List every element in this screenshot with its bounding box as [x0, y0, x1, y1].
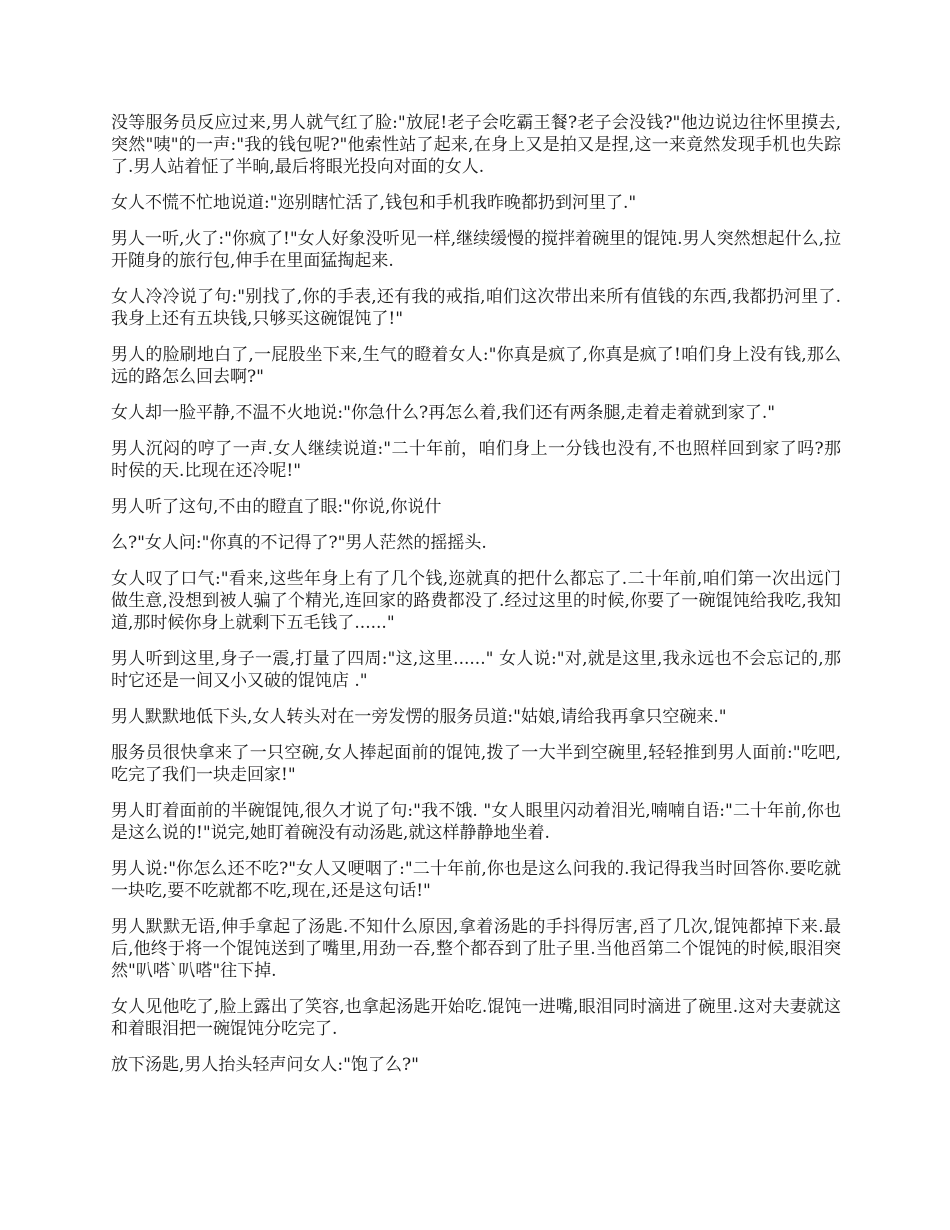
paragraph-11: 男人听到这里,身子一震,打量了四周:"这,这里......" 女人说:"对,就是这里,我永远也不会忘记的,那时它还是一间又小又破的馄饨店 ."	[111, 649, 841, 691]
paragraph-4: 女人冷冷说了句:"别找了,你的手表,还有我的戒指,咱们这次带出来所有值钱的东西,我都扔河里了.我身上还有五块钱,只够买这碗馄饨了!"	[111, 287, 841, 329]
paragraph-6: 女人却一脸平静,不温不火地说:"你急什么?再怎么着,我们还有两条腿,走着走着就到家了."	[111, 403, 776, 423]
paragraph-7: 男人沉闷的哼了一声.女人继续说道:"二十年前，咱们身上一分钱也没有,不也照样回到家了吗?那时侯的天.比现在还冷呢!"	[111, 439, 841, 481]
paragraph-1: 没等服务员反应过来,男人就气红了脸:"放屁!老子会吃霸王餐?老子会没钱?"他边说边往怀里摸去,突然"咦"的一声:"我的钱包呢?"他索性站了起来,在身上又是拍又是捏,这一来竟然发现手机也失踪了.男人站着怔了半晌,最后将眼光投向对面的女人.	[111, 113, 841, 177]
document-body	[111, 112, 841, 1090]
paragraph-10: 女人叹了口气:"看来,这些年身上有了几个钱,迩就真的把什么都忘了.二十年前,咱们第一次出远门做生意,没想到被人骗了个精光,连回家的路费都没了.经过这里的时候,你要了一碗馄饨给我吃,我知道,那时候你身上就剩下五毛钱了......"	[111, 569, 841, 633]
paragraph-18: 放下汤匙,男人抬头轻声问女人:"饱了么?"	[111, 1055, 419, 1075]
paragraph-15: 男人说:"你怎么还不吃?"女人又哽咽了:"二十年前,你也是这么问我的.我记得我当时回答你.要吃就一块吃,要不吃就都不吃,现在,还是这句话!"	[111, 859, 841, 901]
paragraph-3: 男人一听,火了:"你疯了!"女人好象没听见一样,继续缓慢的搅拌着碗里的馄饨.男人突然想起什么,拉开随身的旅行包,伸手在里面猛掏起来.	[111, 229, 841, 271]
paragraph-2: 女人不慌不忙地说道:"迩别瞎忙活了,钱包和手机我昨晚都扔到河里了."	[111, 193, 637, 213]
paragraph-13: 服务员很快拿来了一只空碗,女人捧起面前的馄饨,拨了一大半到空碗里,轻轻推到男人面前:"吃吧,吃完了我们一块走回家!"	[111, 743, 841, 785]
paragraph-9: 么?"女人问:"你真的不记得了?"男人茫然的摇摇头.	[111, 533, 487, 553]
paragraph-14: 男人盯着面前的半碗馄饨,很久才说了句:"我不饿. "女人眼里闪动着泪光,喃喃自语:"二十年前,你也是这么说的!"说完,她盯着碗没有动汤匙,就这样静静地坐着.	[111, 801, 841, 843]
paragraph-17: 女人见他吃了,脸上露出了笑容,也拿起汤匙开始吃.馄饨一进嘴,眼泪同时滴进了碗里.这对夫妻就这和着眼泪把一碗馄饨分吃完了.	[111, 997, 841, 1039]
paragraph-16: 男人默默无语,伸手拿起了汤匙.不知什么原因,拿着汤匙的手抖得厉害,舀了几次,馄饨都掉下来.最后,他终于将一个馄饨送到了嘴里,用劲一吞,整个都吞到了肚子里.当他舀第二个馄饨的时候,眼泪突然"叭嗒`叭嗒"往下掉.	[111, 917, 841, 981]
paragraph-8: 男人听了这句,不由的瞪直了眼:"你说,你说什	[111, 497, 442, 517]
paragraph-12: 男人默默地低下头,女人转头对在一旁发愣的服务员道:"姑娘,请给我再拿只空碗来."	[111, 707, 727, 727]
paragraph-5: 男人的脸刷地白了,一屁股坐下来,生气的瞪着女人:"你真是疯了,你真是疯了!咱们身上没有钱,那么远的路怎么回去啊?"	[111, 345, 841, 387]
